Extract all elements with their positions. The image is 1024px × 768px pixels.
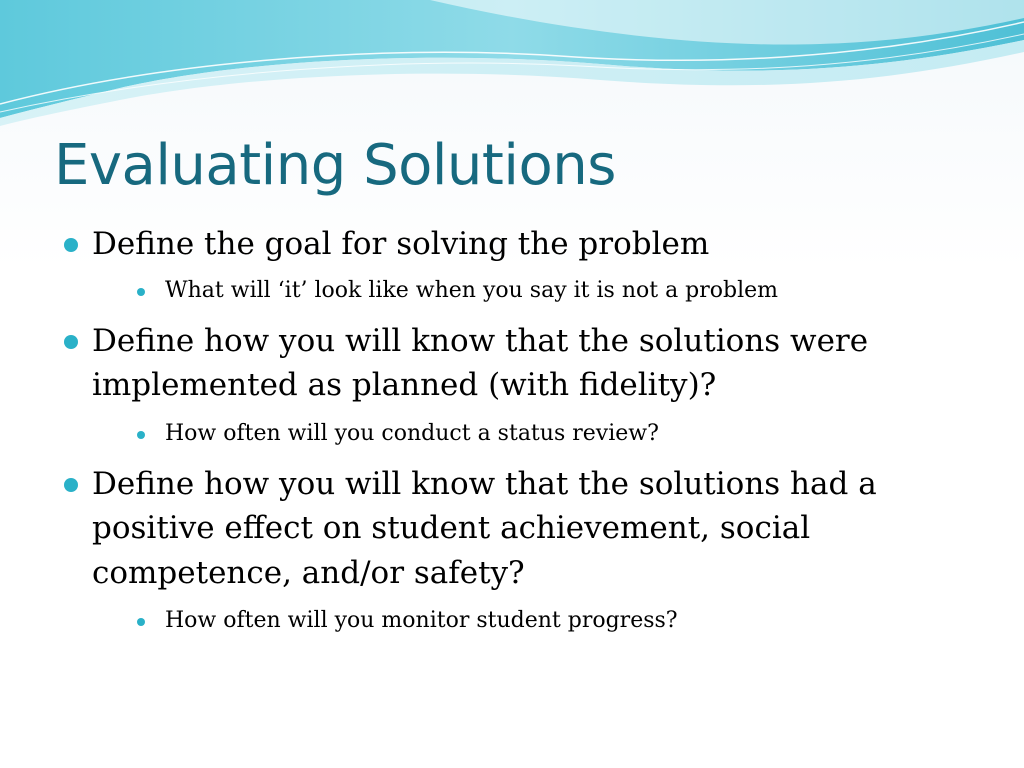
sub-bullet-text: How often will you monitor student progress? [165, 608, 678, 633]
bullet-item [62, 222, 962, 267]
bullet-dot-icon [64, 238, 78, 252]
bullet-text: Define how you will know that the solutions had a positive effect on student achievement, social competence, and/or safety? [92, 465, 877, 591]
slide-title: Evaluating Solutions [54, 133, 616, 198]
bullet-list [62, 222, 962, 639]
sub-bullet-dot-icon [137, 431, 145, 439]
sub-bullet-text: What will ‘it’ look like when you say it is not a problem [165, 277, 779, 303]
wave-header-decoration [0, 0, 1024, 130]
bullet-item [62, 319, 962, 408]
sub-bullet-item [135, 603, 962, 639]
sub-bullet-item [135, 416, 962, 452]
bullet-dot-icon [64, 478, 78, 492]
sub-bullet-item [135, 273, 962, 309]
bullet-dot-icon [64, 335, 78, 349]
bullet-text: Define the goal for solving the problem [92, 226, 710, 262]
bullet-text: Define how you will know that the solutions were implemented as planned (with fidelity)? [92, 322, 869, 403]
sub-bullet-dot-icon [137, 618, 145, 626]
bullet-item [62, 462, 962, 596]
sub-bullet-dot-icon [137, 288, 145, 296]
sub-bullet-text: How often will you conduct a status review? [165, 420, 659, 446]
